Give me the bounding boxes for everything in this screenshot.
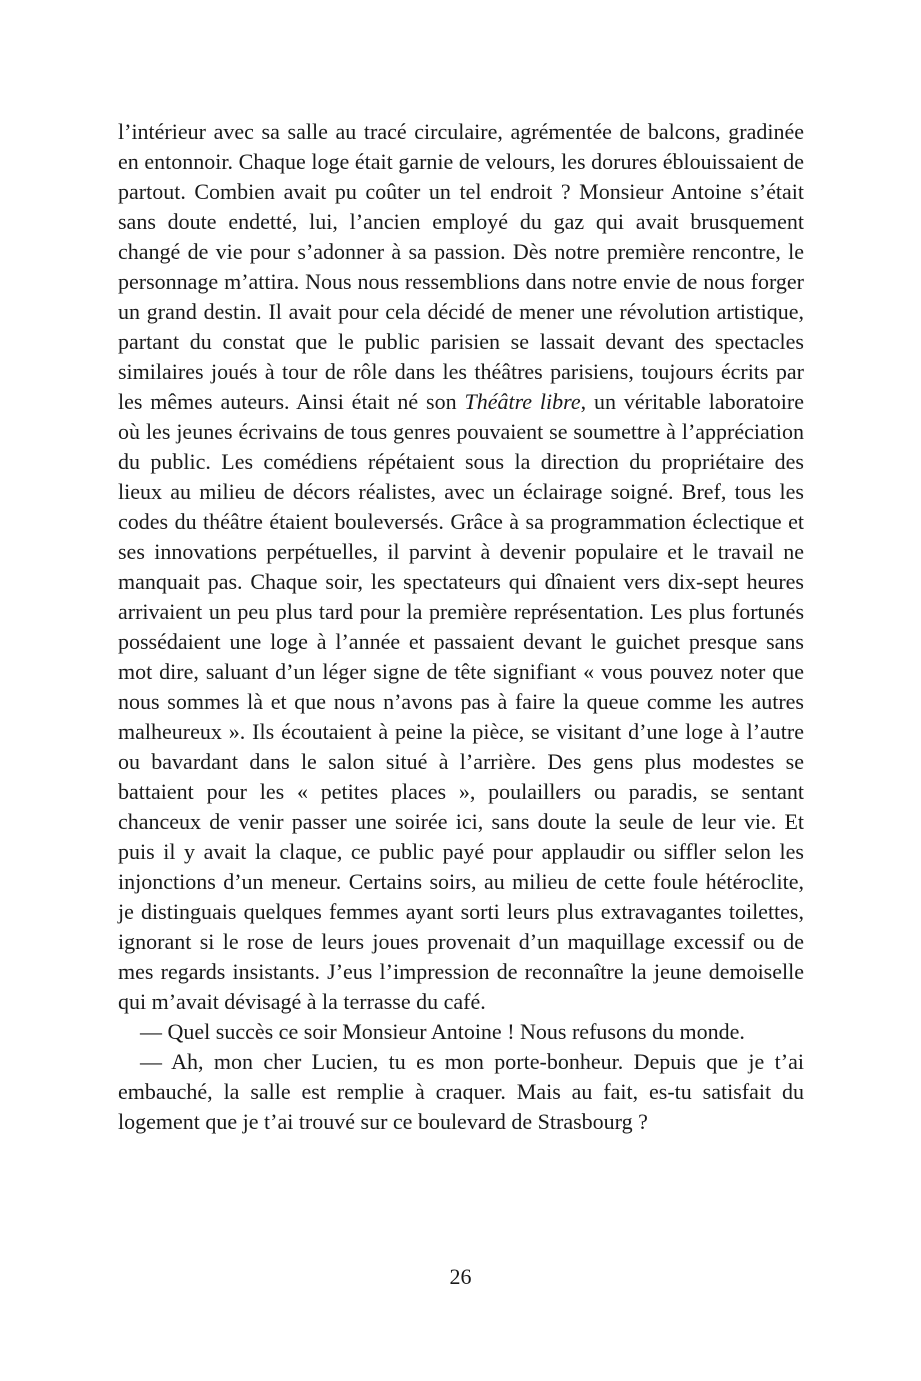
italic-title-theatre-libre: Théâtre libre [464, 389, 581, 414]
paragraph-narrative [118, 117, 804, 1017]
narrative-text-end: , un véritable laboratoire où les jeunes écrivains de tous genres pouvaient se soumettre à l’appréciation du public. Les comédiens répétaient sous la direction du propriétaire des lieux au milieu de décors réalistes, avec un éclairage soigné. Bref, tous les codes du théâtre étaient bouleversés. Grâce à sa programmation éclectique et ses innovations perpétuelles, il parvint à devenir populaire et le travail ne manquait pas. Chaque soir, les spectateurs qui dînaient vers dix-sept heures arrivaient un peu plus tard pour la première représentation. Les plus fortunés possédaient une loge à l’année et passaient devant le guichet presque sans mot dire, saluant d’un léger signe de tête signifiant « vous pouvez noter que nous sommes là et que nous n’avons pas à faire la queue comme les autres malheureux ». Ils écoutaient à peine la pièce, se visitant d’une loge à l’autre ou bavardant dans le salon situé à l’arrière. Des gens plus modestes se battaient pour les « petites places », poulaillers ou paradis, se sentant chanceux de venir passer une soirée ici, sans doute la seule de leur vie. Et puis il y avait la claque, ce public payé pour applaudir ou siffler selon les injonctions d’un meneur. Certains soirs, au milieu de cette foule hétéroclite, je distinguais quelques femmes ayant sorti leurs plus extravagantes toilettes, ignorant si le rose de leurs joues provenait d’un maquillage excessif ou de mes regards insistants. J’eus l’impression de reconnaître la jeune demoiselle qui m’avait dévisagé à la terrasse du café. [118, 389, 804, 1014]
narrative-text-start: l’intérieur avec sa salle au tracé circulaire, agrémentée de balcons, gradinée en entonnoir. Chaque loge était garnie de velours, les dorures éblouissaient de partout. Combien avait pu coûter un tel endroit ? Monsieur Antoine s’était sans doute endetté, lui, l’ancien employé du gaz qui avait brusquement changé de vie pour s’adonner à sa passion. Dès notre première rencontre, le personnage m’attira. Nous nous ressemblions dans notre envie de nous forger un grand destin. Il avait pour cela décidé de mener une révolution artistique, partant du constat que le public parisien se lassait devant des spectacles similaires joués à tour de rôle dans les théâtres parisiens, toujours écrits par les mêmes auteurs. Ainsi était né son [118, 119, 804, 414]
dialogue-line-2: — Ah, mon cher Lucien, tu es mon porte-bonheur. Depuis que je t’ai embauché, la salle est remplie à craquer. Mais au fait, es-tu satisfait du logement que je t’ai trouvé sur ce boulevard de Strasbourg ? [118, 1049, 804, 1134]
page-number: 26 [449, 1264, 472, 1289]
body-text [118, 117, 804, 1137]
dialogue-line-1: — Quel succès ce soir Monsieur Antoine ! Nous refusons du monde. [140, 1019, 745, 1044]
